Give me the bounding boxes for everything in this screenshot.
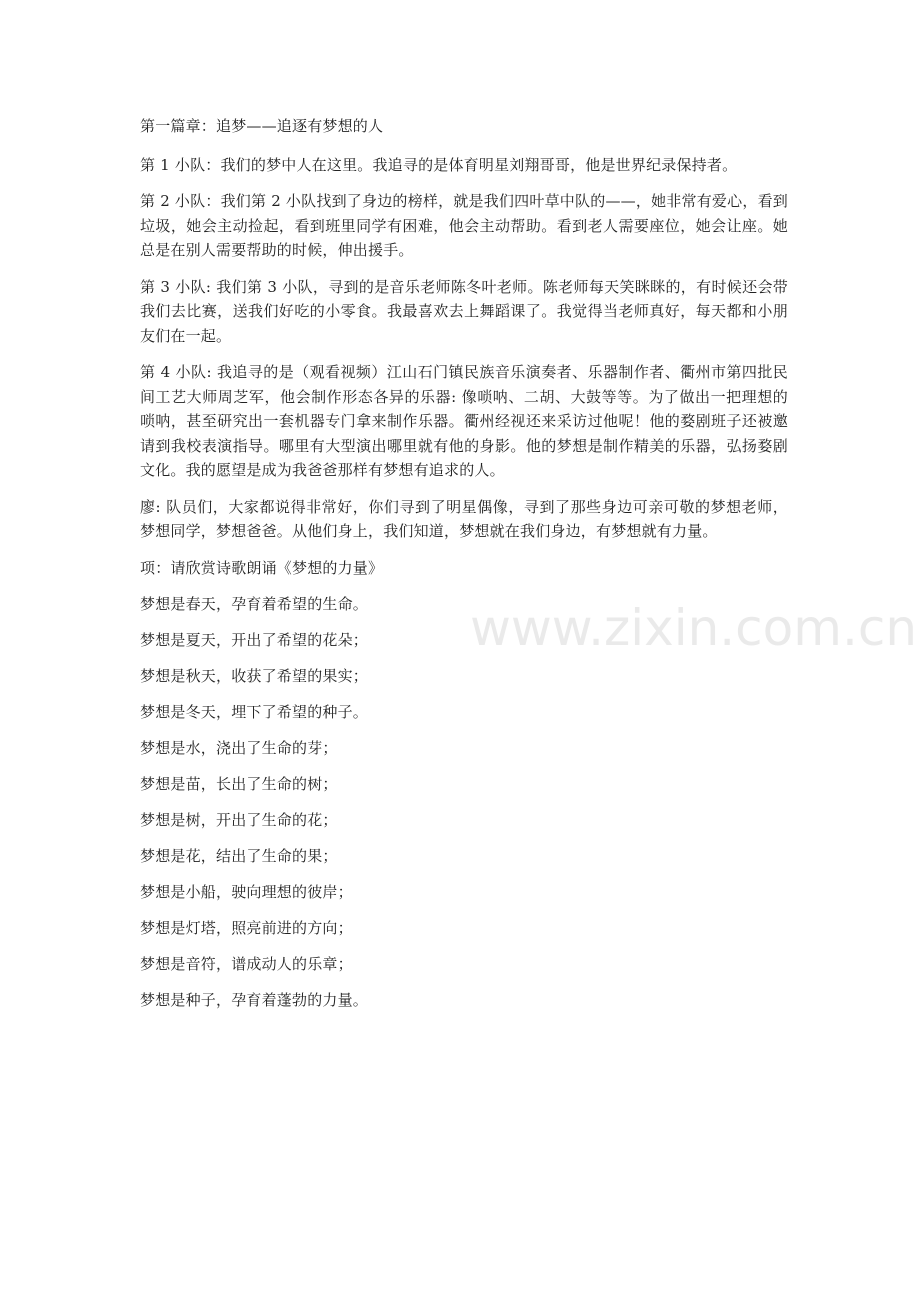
paragraph-team-4: 第 4 小队: 我追寻的是（观看视频）江山石门镇民族音乐演奏者、乐器制作者、衢州市第四批民间工艺大师周芝军，他会制作形态各异的乐器: 像唢呐、二胡、大鼓等等。为了做出一把理想的唢呐，甚至研究出一套机器专门拿来制作乐器。衢州经视还来采访过他呢！他的婺剧班子还被邀请到我校表演指导。哪里有大型演出哪里就有他的身影。他的梦想是制作精美的乐器，弘扬婺剧文化。我的愿望是成为我爸爸那样有梦想有追求的人。 <box>140 363 788 479</box>
poem-line: 梦想是灯塔，照亮前进的方向； <box>140 919 353 937</box>
poem-line: 梦想是春天，孕育着希望的生命。 <box>140 595 369 613</box>
poem-line: 梦想是花，结出了生命的果； <box>140 847 338 865</box>
poem-line: 梦想是音符，谱成动人的乐章； <box>140 955 353 973</box>
poem-line: 梦想是秋天，收获了希望的果实； <box>140 667 369 685</box>
paragraph-xiang: 项：请欣赏诗歌朗诵《梦想的力量》 <box>140 558 384 577</box>
poem <box>140 592 788 1013</box>
poem-line: 梦想是苗，长出了生命的树； <box>140 775 338 793</box>
poem-line: 梦想是冬天，埋下了希望的种子。 <box>140 703 369 721</box>
poem-line: 梦想是夏天，开出了希望的花朵； <box>140 631 369 649</box>
paragraph-team-2: 第 2 小队：我们第 2 小队找到了身边的榜样，就是我们四叶草中队的——，她非常有爱心，看到垃圾，她会主动捡起，看到班里同学有困难，他会主动帮助。看到老人需要座位，她会让座。她总是在别人需要帮助的时候，伸出援手。 <box>140 192 788 259</box>
watermark-text: www.zixin.com.cn <box>470 599 918 657</box>
poem-line: 梦想是种子，孕育着蓬勃的力量。 <box>140 991 369 1009</box>
paragraph-liao: 廖: 队员们，大家都说得非常好，你们寻到了明星偶像，寻到了那些身边可亲可敬的梦想老师，梦想同学，梦想爸爸。从他们身上，我们知道，梦想就在我们身边，有梦想就有力量。 <box>140 497 788 540</box>
document-content <box>140 114 788 1024</box>
paragraph-team-1: 第 1 小队：我们的梦中人在这里。我追寻的是体育明星刘翔哥哥，他是世界纪录保持者。 <box>140 155 738 174</box>
poem-line: 梦想是水，浇出了生命的芽； <box>140 739 338 757</box>
poem-line: 梦想是小船，驶向理想的彼岸； <box>140 883 353 901</box>
chapter-heading: 第一篇章：追梦——追逐有梦想的人 <box>140 117 384 135</box>
paragraph-team-3: 第 3 小队: 我们第 3 小队，寻到的是音乐老师陈冬叶老师。陈老师每天笑眯眯的，有时候还会带我们去比赛，送我们好吃的小零食。我最喜欢去上舞蹈课了。我觉得当老师真好，每天都和小朋友们在一起。 <box>140 277 788 345</box>
poem-line: 梦想是树，开出了生命的花； <box>140 811 338 829</box>
